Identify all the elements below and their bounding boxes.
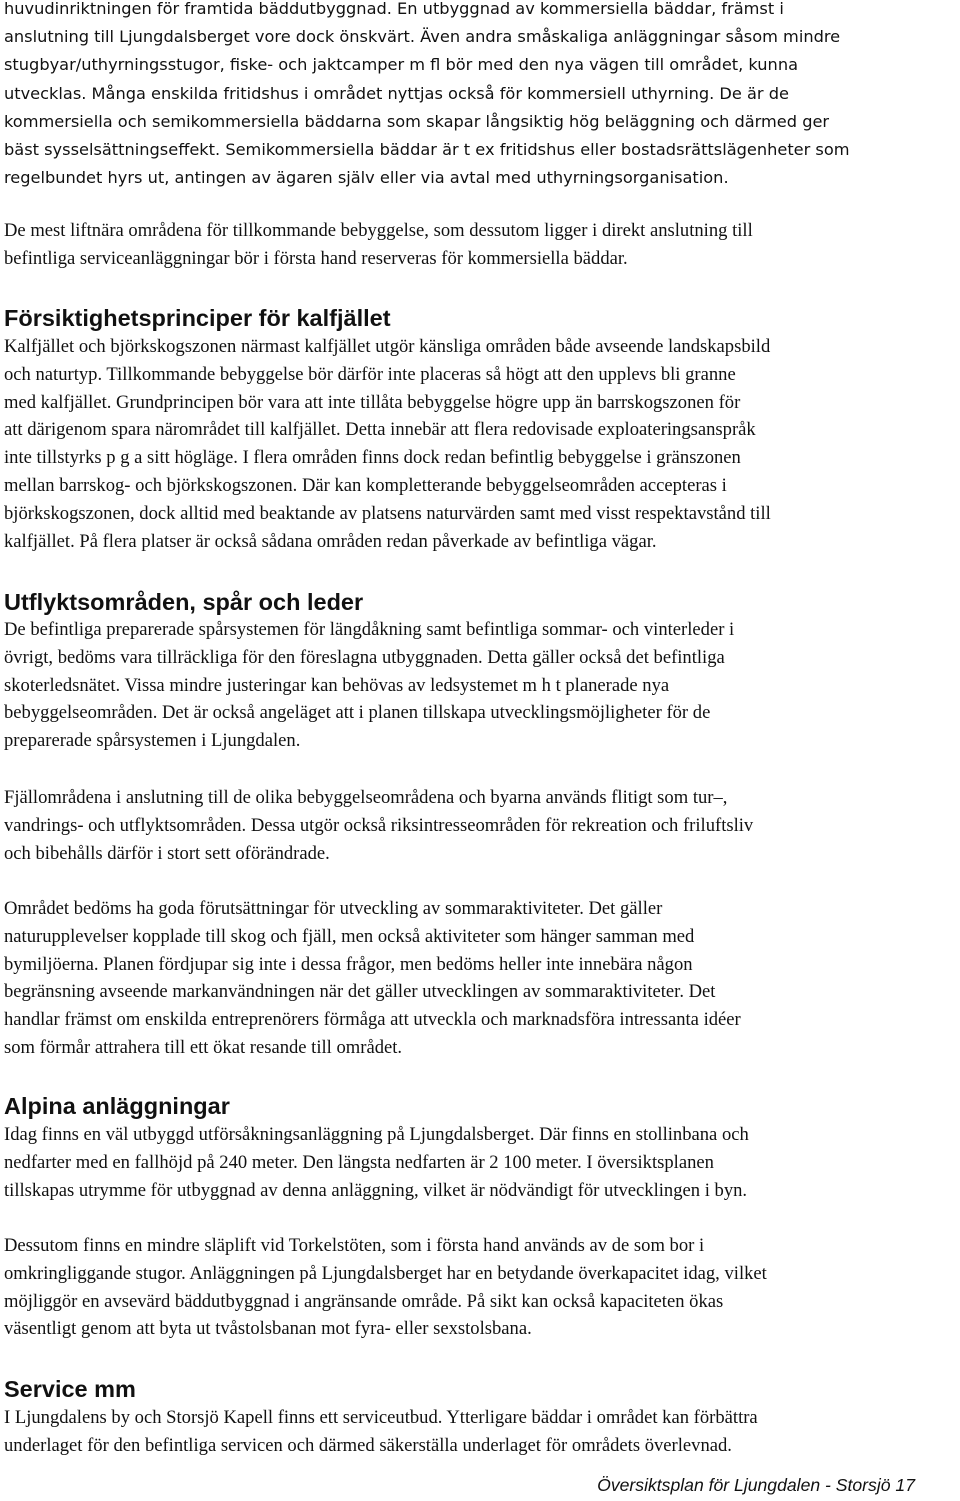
heading-utflykt: Utflyktsområden, spår och leder xyxy=(4,589,364,615)
heading-service: Service mm xyxy=(4,1376,136,1402)
kalfjall-paragraph: Kalfjället och björkskogszonen närmast kalfjället utgör känsliga områden både avseende landskapsbild och naturtyp. Tillkommande bebyggelse bör därför inte placeras så högt att den upplevs bli granne med kalfjället. Grundprincipen bör vara att inte tillåta bebyggelse högre upp än barrskogszonen för att därigenom spara närområdet till kalfjället. Detta innebär att flera redovisade exploateringsanspråk inte tillstyrks p g a sitt högläge. I flera områden finns dock redan befintlig bebyggelse i gränszonen mellan barrskog- och björkskogszonen. Där kan kompletterande bebyggelseområden accepteras i björkskogszonen, dock alltid med beaktande av platsens naturvärden samt med visst respektavstånd till kalfjället. På flera platser är också sådana områden redan påverkade av befintliga vägar. xyxy=(4,336,771,552)
page-footer: Översiktsplan för Ljungdalen - Storsjö 17 xyxy=(597,1475,915,1495)
alpina-paragraph-1: Idag finns en väl utbyggd utförsåkningsanläggning på Ljungdalsberget. Där finns en stollinbana och nedfarter med en fallhöjd på 240 meter. Den längsta nedfarten är 2 100 meter. I översiktsplanen tillskapas utrymme för utbyggnad av denna anläggning, vilket är nödvändigt för utvecklingen i byn. xyxy=(4,1124,749,1201)
heading-kalfjall: Försiktighetsprinciper för kalfjället xyxy=(4,305,391,331)
heading-alpina: Alpina anläggningar xyxy=(4,1093,230,1119)
service-paragraph: I Ljungdalens by och Storsjö Kapell finns ett serviceutbud. Ytterligare bäddar i området kan förbättra underlaget för den befintliga servicen och därmed säkerställa underlaget för områdets överlevnad. xyxy=(4,1407,758,1456)
utflykt-paragraph-3: Området bedöms ha goda förutsättningar för utveckling av sommaraktiviteter. Det gäller naturupplevelser kopplade till skog och fjäll, men också aktiviteter som hänger samman med bymiljöerna. Planen fördjupar sig inte i dessa frågor, men bedöms heller inte innebära någon begränsning avseende markanvändningen när det gäller utvecklingen av sommaraktiviteter. Det handlar främst om enskilda entreprenörers förmåga att utveckla och marknadsföra intressanta idéer som förmår attrahera till ett ökat resande till området. xyxy=(4,898,741,1058)
alpina-paragraph-2: Dessutom finns en mindre släplift vid Torkelstöten, som i första hand används av de som bor i omkringliggande stugor. Anläggningen på Ljungdalsberget har en betydande överkapacitet idag, vilket möjliggör en avsevärd bäddutbyggnad i angränsande område. På sikt kan också kapaciteten ökas väsentligt genom att byta ut tvåstolsbanan mot fyra- eller sexstolsbana. xyxy=(4,1235,767,1340)
intro-paragraph-2: De mest liftnära områdena för tillkommande bebyggelse, som dessutom ligger i direkt anslutning till befintliga serviceanläggningar bör i första hand reserveras för kommersiella bäddar. xyxy=(4,220,753,269)
utflykt-paragraph-1: De befintliga preparerade spårsystemen för längdåkning samt befintliga sommar- och vinterleder i övrigt, bedöms vara tillräckliga för den föreslagna utbyggnaden. Detta gäller också det befintliga skoterledsnätet. Vissa mindre justeringar kan behövas av ledsystemet m h t planerade nya bebyggelseområden. Det är också angeläget att i planen tillskapa utvecklingsmöjligheter för de preparerade spårsystemen i Ljungdalen. xyxy=(4,619,735,752)
utflykt-paragraph-2: Fjällområdena i anslutning till de olika bebyggelseområdena och byarna används flitigt som tur–, vandrings- och utflyktsområden. Dessa utgör också riksintresseområden för rekreation och friluftsliv och bibehålls därför i stort sett oförändrade. xyxy=(4,787,754,864)
intro-paragraph: huvudinriktningen för framtida bäddutbyggnad. En utbyggnad av kommersiella bäddar, främst i anslutning till Ljungdalsberget vore dock önskvärt. Även andra småskaliga anläggningar såsom mindre stugbyar/uthyrningsstugor, fiske- och jaktcamper m fl bör med den nya vägen till området, kunna utvecklas. Många enskilda fritidshus i området nyttjas också för kommersiell uthyrning. De är de kommersiella och semikommersiella bäddarna som skapar långsiktig hög beläggning och därmed ger bäst sysselsättningseffekt. Semikommersiella bäddar är t ex fritidshus eller bostadsrättslägenheter som regelbundet hyrs ut, antingen av ägaren själv eller via avtal med uthyrningsorganisation. xyxy=(4,0,850,188)
